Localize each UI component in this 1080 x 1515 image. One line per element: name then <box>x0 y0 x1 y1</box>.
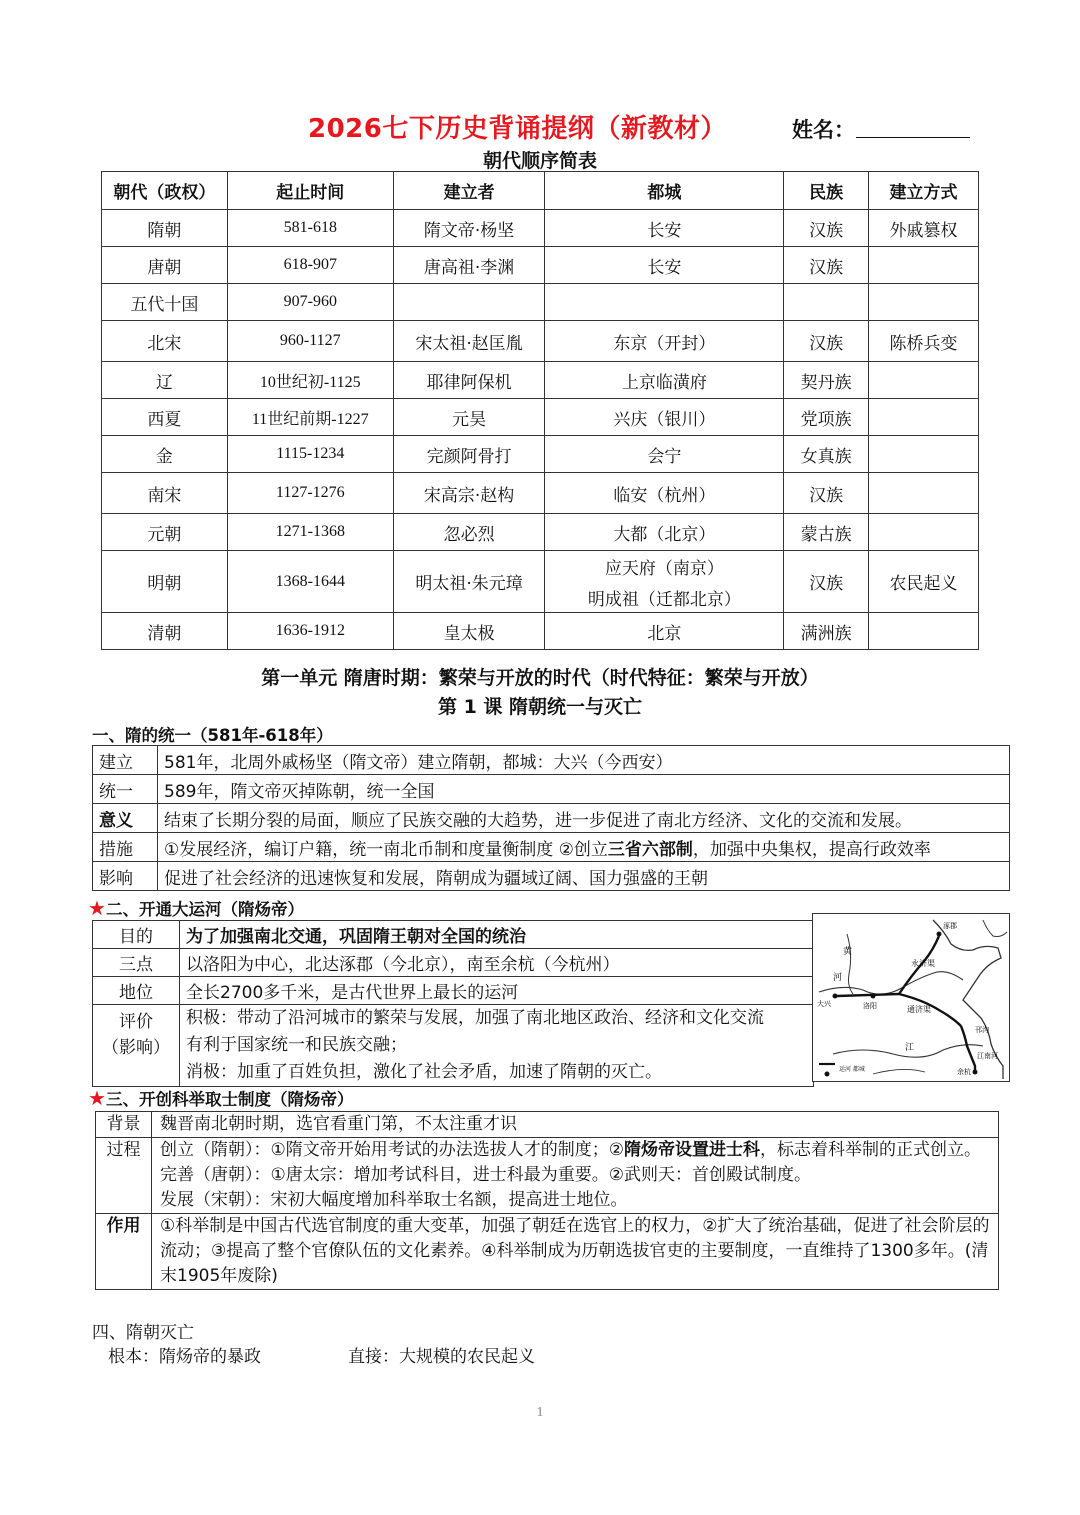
col-founder: 建立者 <box>393 172 545 210</box>
capital-line: 明成祖（迁都北京） <box>587 589 741 610</box>
cell-period: 1271-1368 <box>227 514 393 551</box>
row-key: 背景 <box>96 1112 152 1138</box>
eval-line: 有利于国家统一和民族交融； <box>186 1035 407 1055</box>
table-row <box>102 321 979 362</box>
cell-period: 1115-1234 <box>227 436 393 473</box>
section2-table <box>92 920 814 1087</box>
text-part: ，加强中央集权，提高行政效率 <box>692 839 931 860</box>
cell-capital: 东京（开封） <box>545 321 784 362</box>
name-label: 姓名： <box>792 118 855 142</box>
cell-ethnic: 女真族 <box>784 436 869 473</box>
cell-period: 618-907 <box>227 247 393 284</box>
table-row <box>93 833 1010 862</box>
table-row <box>102 613 979 650</box>
text-part: ，标志着科举制的正式创立。 <box>759 1140 981 1160</box>
process-founding <box>160 1138 994 1163</box>
table-row <box>93 921 814 949</box>
label-zhuojun: 涿郡 <box>943 922 957 930</box>
cell-founder: 宋太祖·赵匡胤 <box>393 321 545 362</box>
cell-dynasty: 辽 <box>102 362 228 399</box>
label-jiang: 江 <box>905 1043 915 1053</box>
grand-canal-map <box>812 913 1010 1082</box>
cell-founder: 元昊 <box>393 399 545 436</box>
cell-ethnic: 契丹族 <box>784 362 869 399</box>
label-he: 河 <box>833 973 843 983</box>
cell-capital: 北京 <box>545 613 784 650</box>
river-south <box>873 1069 925 1074</box>
zhuojun-dot <box>937 932 942 937</box>
name-blank[interactable] <box>856 137 970 138</box>
cell-method <box>869 362 979 399</box>
cell-capital: 长安 <box>545 247 784 284</box>
cell-capital: 兴庆（银川） <box>545 399 784 436</box>
label-jiangnan: 江南河 <box>977 1052 998 1060</box>
cell-ethnic: 汉族 <box>784 551 869 613</box>
fall-root-cause: 根本：隋炀帝的暴政 <box>108 1347 261 1367</box>
table-row <box>102 284 979 321</box>
river-fen <box>847 934 853 994</box>
cell-founder: 明太祖·朱元璋 <box>393 551 545 613</box>
table-row <box>93 775 1010 804</box>
table-row <box>102 551 979 613</box>
table-row <box>96 1214 999 1290</box>
table-row <box>102 514 979 551</box>
label-daxing: 大兴 <box>817 1000 831 1008</box>
row-value: 以洛阳为中心，北达涿郡（今北京），南至余杭（今杭州） <box>180 949 814 977</box>
table-row <box>102 247 979 284</box>
row-value: 全长2700多千米，是古代世界上最长的运河 <box>180 977 814 1005</box>
page-title: 2026七下历史背诵提纲（新教材） <box>308 114 727 144</box>
cell-capital: 会宁 <box>545 436 784 473</box>
col-capital: 都城 <box>545 172 784 210</box>
cell-method: 农民起义 <box>869 551 979 613</box>
lesson-title: 第 1 课 隋朝统一与灭亡 <box>437 696 643 718</box>
label-hangou: 邗沟 <box>975 1026 989 1034</box>
cell-ethnic: 蒙古族 <box>784 514 869 551</box>
section3-table <box>95 1111 999 1290</box>
cell-method <box>869 284 979 321</box>
dynasty-table-header <box>102 172 979 210</box>
cell-dynasty: 清朝 <box>102 613 228 650</box>
row-value <box>158 833 1010 862</box>
table-row <box>93 1005 814 1087</box>
bold-term: 三省六部制 <box>607 839 693 860</box>
row-value: 589年，隋文帝灭掉陈朝，统一全国 <box>158 775 1010 804</box>
section3-title-wrap <box>88 1086 353 1110</box>
tongji-canal <box>837 994 961 1026</box>
row-value: 结束了长期分裂的局面，顺应了民族交融的大趋势，进一步促进了南北方经济、文化的交流和发展。 <box>158 804 1010 833</box>
cell-period: 960-1127 <box>227 321 393 362</box>
row-value: 魏晋南北朝时期，选官看重门第，不太注重才识 <box>152 1112 999 1138</box>
cell-dynasty: 五代十国 <box>102 284 228 321</box>
table-row <box>93 862 1010 891</box>
cell-dynasty: 唐朝 <box>102 247 228 284</box>
process-improve: 完善（唐朝）：①唐太宗：增加考试科目，进士科最为重要。②武则天：首创殿试制度。 <box>160 1165 811 1185</box>
table-row <box>102 473 979 514</box>
yuhang-dot <box>973 1070 978 1075</box>
star-icon: ★ <box>88 896 106 920</box>
cell-method <box>869 514 979 551</box>
row-value: 促进了社会经济的迅速恢复和发展，隋朝成为疆域辽阔、国力强盛的王朝 <box>158 862 1010 891</box>
row-key: 意义 <box>93 804 158 833</box>
table-row <box>102 362 979 399</box>
row-value <box>152 1138 999 1214</box>
cell-founder: 唐高祖·李渊 <box>393 247 545 284</box>
cell-ethnic <box>784 284 869 321</box>
star-icon: ★ <box>88 1086 106 1110</box>
cell-method: 陈桥兵变 <box>869 321 979 362</box>
cell-dynasty: 西夏 <box>102 399 228 436</box>
row-key: 三点 <box>93 949 180 977</box>
cell-period: 907-960 <box>227 284 393 321</box>
row-key: 措施 <box>93 833 158 862</box>
eval-line: 积极：带动了沿河城市的繁荣与发展，加强了南北地区政治、经济和文化交流 <box>186 1008 764 1028</box>
process-develop: 发展（宋朝）：宋初大幅度增加科举取士名额，提高进士地位。 <box>160 1190 628 1210</box>
cell-method <box>869 613 979 650</box>
row-key: 目的 <box>93 921 180 949</box>
cell-capital: 大都（北京） <box>545 514 784 551</box>
table-row <box>93 746 1010 775</box>
cell-founder: 宋高宗·赵构 <box>393 473 545 514</box>
cell-founder: 隋文帝·杨坚 <box>393 210 545 247</box>
label-huang: 黄 <box>843 947 853 957</box>
label-luoyang: 洛阳 <box>863 1002 877 1010</box>
cell-period: 11世纪前期-1227 <box>227 399 393 436</box>
cell-capital: 长安 <box>545 210 784 247</box>
legend-text: 运河 都城 <box>839 1066 865 1073</box>
row-value <box>180 1005 814 1087</box>
cell-dynasty: 金 <box>102 436 228 473</box>
cell-method <box>869 473 979 514</box>
eval-key-line1: 评价 <box>119 1012 153 1032</box>
label-yongji: 永济渠 <box>911 959 935 968</box>
cell-period: 1127-1276 <box>227 473 393 514</box>
label-yuhang: 余杭 <box>957 1068 971 1076</box>
col-method: 建立方式 <box>869 172 979 210</box>
cell-ethnic: 汉族 <box>784 473 869 514</box>
col-ethnic: 民族 <box>784 172 869 210</box>
cell-method <box>869 247 979 284</box>
col-period: 起止时间 <box>227 172 393 210</box>
cell-capital <box>545 284 784 321</box>
dynasty-table <box>101 171 979 650</box>
table-row <box>93 949 814 977</box>
hangou-canal <box>961 1026 975 1074</box>
cell-ethnic: 汉族 <box>784 321 869 362</box>
cell-dynasty: 南宋 <box>102 473 228 514</box>
section2-title: 二、开通大运河（隋炀帝） <box>105 900 304 919</box>
section1-table <box>92 745 1010 891</box>
row-key: 统一 <box>93 775 158 804</box>
cell-capital <box>545 551 784 613</box>
table-row <box>102 436 979 473</box>
row-key: 作用 <box>96 1214 152 1290</box>
unit-title: 第一单元 隋唐时期：繁荣与开放的时代（时代特征：繁荣与开放） <box>261 667 819 689</box>
cell-dynasty: 元朝 <box>102 514 228 551</box>
table-row <box>96 1138 999 1214</box>
cell-method <box>869 436 979 473</box>
table-row <box>96 1112 999 1138</box>
legend-capital-dot <box>825 1072 830 1077</box>
table-row <box>102 399 979 436</box>
fall-direct-cause: 直接：大规模的农民起义 <box>348 1347 535 1367</box>
section3-title: 三、开创科举取士制度（隋炀帝） <box>105 1090 354 1109</box>
label-tongji: 通济渠 <box>907 1005 931 1014</box>
eval-key-line2: （影响） <box>102 1038 170 1058</box>
table-row <box>102 210 979 247</box>
table-row <box>93 977 814 1005</box>
cell-method <box>869 399 979 436</box>
cell-capital: 临安（杭州） <box>545 473 784 514</box>
col-dynasty: 朝代（政权） <box>102 172 228 210</box>
row-value: 581年，北周外戚杨坚（隋文帝）建立隋朝，都城：大兴（今西安） <box>158 746 1010 775</box>
row-value: ①科举制是中国古代选官制度的重大变革，加强了朝廷在选官上的权力，②扩大了统治基础，促进了社会阶层的流动；③提高了整个官僚队伍的文化素养。④科举制成为历朝选拔官吏的主要制度，一直维持了1300多年。(清末1905年废除) <box>152 1214 999 1290</box>
page-number: 1 <box>536 1405 544 1420</box>
cell-period: 1368-1644 <box>227 551 393 613</box>
cell-founder: 忽必烈 <box>393 514 545 551</box>
cell-founder <box>393 284 545 321</box>
row-key <box>93 1005 180 1087</box>
cell-founder: 耶律阿保机 <box>393 362 545 399</box>
cell-dynasty: 北宋 <box>102 321 228 362</box>
row-key: 地位 <box>93 977 180 1005</box>
cell-ethnic: 汉族 <box>784 210 869 247</box>
row-value: 为了加强南北交通，巩固隋王朝对全国的统治 <box>180 921 814 949</box>
text-part: 创立（隋朝）：①隋文帝开始用考试的办法选拔人才的制度；② <box>160 1140 624 1160</box>
cell-period: 1636-1912 <box>227 613 393 650</box>
coastline-north <box>983 920 1007 937</box>
text-part: ①发展经济，编订户籍，统一南北币制和度量衡制度 ②创立 <box>164 839 608 860</box>
table-subtitle: 朝代顺序简表 <box>482 150 597 172</box>
cell-period: 581-618 <box>227 210 393 247</box>
bold-term: 隋炀帝设置进士科 <box>623 1140 760 1160</box>
section2-title-wrap <box>88 896 304 920</box>
table-row <box>93 804 1010 833</box>
cell-dynasty: 明朝 <box>102 551 228 613</box>
cell-period: 10世纪初-1125 <box>227 362 393 399</box>
cell-ethnic: 党项族 <box>784 399 869 436</box>
cell-ethnic: 汉族 <box>784 247 869 284</box>
row-key: 建立 <box>93 746 158 775</box>
row-key: 过程 <box>96 1138 152 1214</box>
map-graphic <box>813 914 1009 1081</box>
cell-ethnic: 满洲族 <box>784 613 869 650</box>
row-key: 影响 <box>93 862 158 891</box>
cell-capital: 上京临潢府 <box>545 362 784 399</box>
cell-founder: 皇太极 <box>393 613 545 650</box>
section4-title: 四、隋朝灭亡 <box>92 1323 194 1343</box>
cell-founder: 完颜阿骨打 <box>393 436 545 473</box>
section1-title: 一、隋的统一（581年-618年） <box>92 726 333 745</box>
eval-line: 消极：加重了百姓负担，激化了社会矛盾，加速了隋朝的灭亡。 <box>186 1062 662 1082</box>
capital-line: 应天府（南京） <box>604 558 724 579</box>
cell-method: 外戚篡权 <box>869 210 979 247</box>
cell-dynasty: 隋朝 <box>102 210 228 247</box>
luoyang-dot <box>871 994 876 999</box>
daxing-dot <box>833 994 838 999</box>
